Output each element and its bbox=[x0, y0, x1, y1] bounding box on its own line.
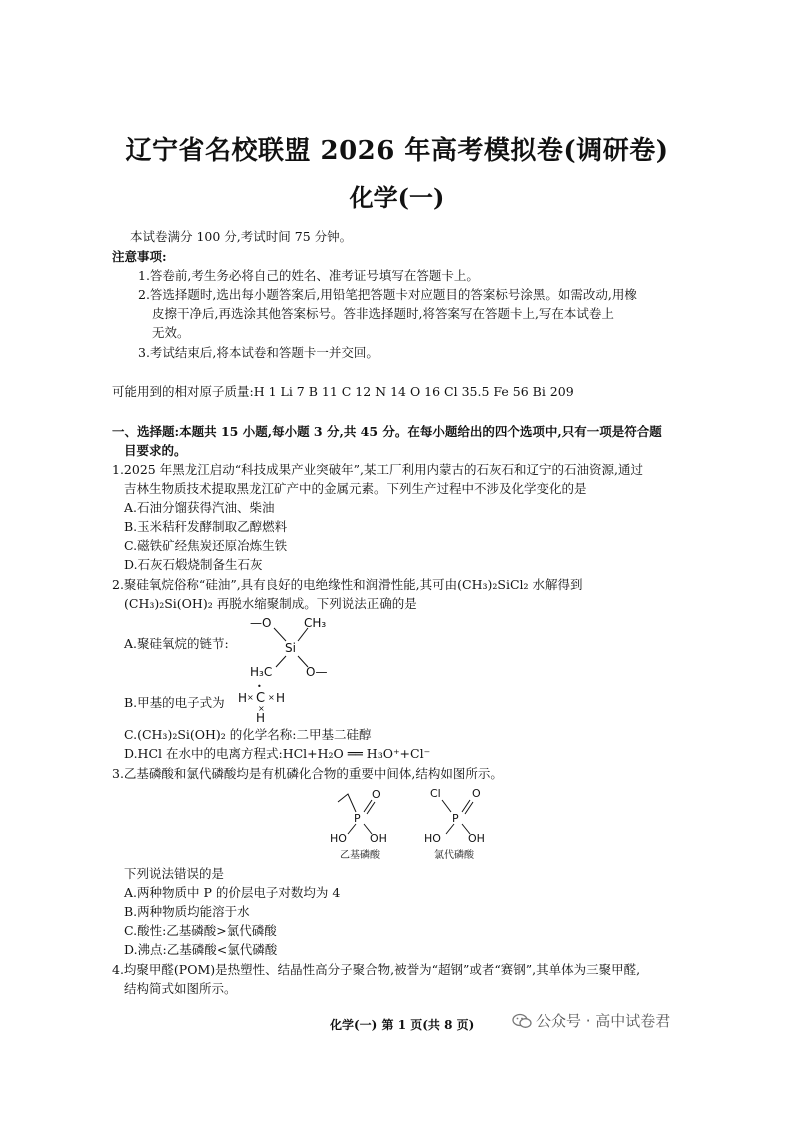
q3-option-c: C.酸性:乙基磷酸>氯代磷酸 bbox=[124, 923, 277, 938]
mol1-oh: OH bbox=[370, 832, 387, 845]
mol1-ho: HO bbox=[330, 832, 347, 845]
mol1-caption: 乙基磷酸 bbox=[340, 850, 380, 861]
mol2-oh: OH bbox=[468, 832, 485, 845]
mol2-bond-ho bbox=[446, 824, 454, 834]
mol1-double-bond-2 bbox=[367, 802, 375, 814]
methyl-h-left: H bbox=[238, 691, 248, 705]
mol1-p: P bbox=[354, 812, 361, 825]
q3-option-a: A.两种物质中 P 的价层电子对数均为 4 bbox=[124, 885, 341, 900]
methyl-h-right: H bbox=[276, 691, 286, 705]
mol1-bond-ho bbox=[348, 824, 356, 834]
methyl-top-dots: • bbox=[257, 682, 262, 691]
siloxane-repeat-unit-structure bbox=[240, 610, 350, 685]
page-subtitle: 化学(一) bbox=[349, 183, 445, 212]
page-title: 辽宁省名校联盟 2026 年高考模拟卷(调研卷) bbox=[125, 136, 669, 166]
mol2-ho: HO bbox=[424, 832, 441, 845]
q1-stem-a: 1.2025 年黑龙江启动“科技成果产业突破年”,某工厂利用内蒙古的石灰石和辽宁的石油资源,通过 bbox=[112, 462, 643, 477]
score-time: 本试卷满分 100 分,考试时间 75 分钟。 bbox=[130, 229, 353, 244]
notice-heading: 注意事项: bbox=[112, 249, 167, 264]
bond-ch3-si bbox=[298, 628, 308, 641]
q2-stem-b: (CH₃)₂Si(OH)₂ 再脱水缩聚制成。下列说法正确的是 bbox=[124, 596, 417, 611]
siloxane-o-top: —O bbox=[250, 616, 272, 630]
mol2-cl: Cl bbox=[430, 787, 441, 800]
q2-option-c: C.(CH₃)₂Si(OH)₂ 的化学名称:二甲基二硅醇 bbox=[124, 727, 372, 742]
q3-option-d: D.沸点:乙基磷酸<氯代磷酸 bbox=[124, 942, 278, 957]
q1-option-c: C.磁铁矿经焦炭还原冶炼生铁 bbox=[124, 538, 288, 553]
methyl-bottom-dots: × bbox=[258, 704, 265, 713]
mol2-caption: 氯代磷酸 bbox=[434, 850, 474, 861]
chlorophosphoric-acid-structure bbox=[418, 782, 508, 862]
methyl-right-dots: × bbox=[268, 693, 275, 702]
q2-option-a: A.聚硅氧烷的链节: bbox=[124, 636, 229, 651]
siloxane-h3c: H₃C bbox=[250, 665, 273, 679]
q3-stem: 3.乙基磷酸和氯代磷酸均是有机磷化合物的重要中间体,结构如图所示。 bbox=[112, 766, 503, 781]
atomic-masses: 可能用到的相对原子质量:H 1 Li 7 B 11 C 12 N 14 O 16 Cl 35.5 Fe 56 Bi 209 bbox=[112, 384, 574, 399]
bond-si-h3c bbox=[276, 656, 286, 667]
page-footer: 化学(一) 第 1 页(共 8 页) bbox=[330, 1018, 475, 1032]
q1-option-a: A.石油分馏获得汽油、柴油 bbox=[124, 500, 275, 515]
notice-1: 1.答卷前,考生务必将自己的姓名、准考证号填写在答题卡上。 bbox=[138, 268, 479, 283]
siloxane-ch3: CH₃ bbox=[304, 616, 327, 630]
q2-option-b: B.甲基的电子式为 bbox=[124, 695, 225, 710]
mol2-double-bond-2 bbox=[465, 802, 473, 814]
q1-option-d: D.石灰石煅烧制备生石灰 bbox=[124, 557, 263, 572]
q1-option-b: B.玉米秸秆发酵制取乙醇燃料 bbox=[124, 519, 288, 534]
notice-2c: 无效。 bbox=[152, 325, 190, 340]
notice-3: 3.考试结束后,将本试卷和答题卡一并交回。 bbox=[138, 345, 379, 360]
methyl-c: C bbox=[256, 691, 266, 706]
mol2-o: O bbox=[472, 787, 481, 800]
q3-option-b: B.两种物质均能溶于水 bbox=[124, 904, 250, 919]
q4-stem-a: 4.均聚甲醛(POM)是热塑性、结晶性高分子聚合物,被誉为“超钢”或者“赛钢”,其单体为三聚甲醛, bbox=[112, 962, 641, 977]
methyl-h-bottom: H bbox=[256, 711, 266, 725]
siloxane-o-bottom: O— bbox=[306, 665, 328, 679]
section1-heading-b: 目要求的。 bbox=[124, 443, 187, 458]
notice-2b: 皮擦干净后,再选涂其他答案标号。答非选择题时,将答案写在答题卡上,写在本试卷上 bbox=[152, 306, 614, 321]
bond-o-si bbox=[274, 628, 286, 641]
q2-option-d: D.HCl 在水中的电离方程式:HCl+H₂O ══ H₃O⁺+Cl⁻ bbox=[124, 746, 431, 761]
mol1-double-bond-1 bbox=[364, 800, 372, 812]
ethylphosphonic-acid-structure bbox=[320, 782, 410, 862]
q1-stem-b: 吉林生物质技术提取黑龙江矿产中的金属元素。下列生产过程中不涉及化学变化的是 bbox=[124, 481, 587, 496]
wechat-icon bbox=[512, 1013, 532, 1029]
mol1-o: O bbox=[372, 788, 381, 801]
mol2-p: P bbox=[452, 812, 459, 825]
q3-ask: 下列说法错误的是 bbox=[124, 866, 225, 881]
bond-si-o bbox=[298, 656, 308, 667]
q4-stem-b: 结构简式如图所示。 bbox=[124, 981, 237, 996]
watermark-text: 公众号 · 高中试卷君 bbox=[536, 1012, 671, 1030]
section1-heading-a: 一、选择题:本题共 15 小题,每小题 3 分,共 45 分。在每小题给出的四个选项中,只有一项是符合题 bbox=[112, 424, 662, 439]
ethyl-chain bbox=[338, 794, 356, 812]
mol2-double-bond-1 bbox=[462, 800, 470, 812]
watermark bbox=[512, 1010, 670, 1031]
notice-2a: 2.答选择题时,选出每小题答案后,用铅笔把答题卡对应题目的答案标号涂黑。如需改动,用橡 bbox=[138, 287, 637, 302]
methyl-electron-formula bbox=[236, 680, 296, 725]
mol2-bond-cl bbox=[442, 800, 451, 812]
methyl-left-dots: × bbox=[247, 693, 254, 702]
q2-stem-a: 2.聚硅氧烷俗称“硅油”,具有良好的电绝缘性和润滑性能,其可由(CH₃)₂SiCl₂ 水解得到 bbox=[112, 577, 583, 592]
siloxane-si: Si bbox=[285, 641, 296, 655]
